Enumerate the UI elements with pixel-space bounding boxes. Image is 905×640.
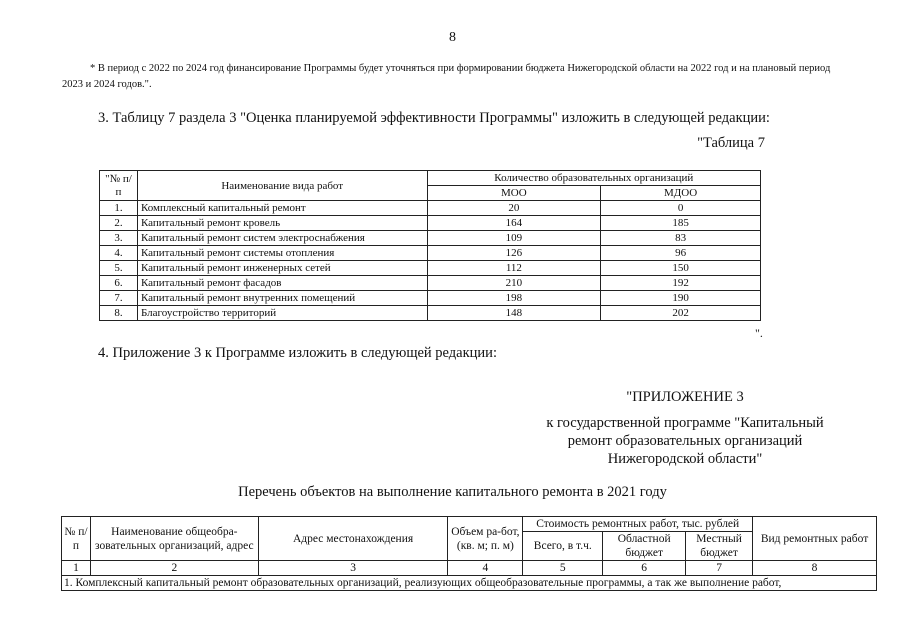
obj-header-num: № п/п [62,517,91,561]
t7-cell-mdoo: 190 [601,291,761,306]
t7-cell-num: 1. [100,201,138,216]
objects-list-title: Перечень объектов на выполнение капитального ремонта в 2021 году [238,484,667,500]
t7-cell-num: 8. [100,306,138,321]
table-row [100,201,761,216]
t7-cell-num: 2. [100,216,138,231]
t7-cell-name: Благоустройство территорий [137,306,427,321]
t7-header-num: "№ п/п [100,171,138,201]
obj-header-name: Наименование общеобра-зовательных организаций, адрес [90,517,258,561]
obj-col-number: 4 [448,561,523,576]
obj-header-volume: Объем ра-бот, (кв. м; п. м) [448,517,523,561]
t7-cell-num: 7. [100,291,138,306]
table7-label: "Таблица 7 [697,135,765,151]
table-row [100,291,761,306]
obj-header-address: Адрес местонахождения [258,517,448,561]
t7-cell-num: 5. [100,261,138,276]
table-row [100,231,761,246]
table-row [100,246,761,261]
t7-header-name: Наименование вида работ [137,171,427,201]
table-row [100,276,761,291]
obj-col-number: 6 [603,561,686,576]
column-number-row [62,561,877,576]
obj-header-cost: Стоимость ремонтных работ, тыс. рублей [523,517,753,532]
obj-col-number: 5 [523,561,603,576]
t7-cell-mdoo: 96 [601,246,761,261]
t7-cell-num: 3. [100,231,138,246]
section-row [62,576,877,591]
t7-cell-moo: 198 [427,291,601,306]
t7-header-mdoo: МДОО [601,186,761,201]
paragraph-3: 3. Таблицу 7 раздела 3 "Оценка планируемой эффективности Программы" изложить в следующей редакции: [98,110,770,126]
t7-cell-moo: 210 [427,276,601,291]
table-row [100,261,761,276]
obj-header-regional: Областной бюджет [603,532,686,561]
t7-cell-name: Капитальный ремонт внутренних помещений [137,291,427,306]
t7-cell-mdoo: 150 [601,261,761,276]
t7-cell-moo: 109 [427,231,601,246]
t7-cell-moo: 148 [427,306,601,321]
appendix-title: "ПРИЛОЖЕНИЕ 3 [626,389,744,405]
obj-header-kind: Вид ремонтных работ [753,517,877,561]
obj-header-total: Всего, в т.ч. [523,532,603,561]
t7-cell-mdoo: 192 [601,276,761,291]
t7-header-moo: МОО [427,186,601,201]
table7-closing-quote: ". [755,326,763,340]
t7-cell-name: Капитальный ремонт фасадов [137,276,427,291]
appendix-body: к государственной программе "Капитальный ремонт образовательных организаций Нижегородской области" [546,415,824,467]
t7-cell-name: Капитальный ремонт системы отопления [137,246,427,261]
t7-cell-moo: 126 [427,246,601,261]
obj-col-number: 7 [686,561,753,576]
obj-col-number: 1 [62,561,91,576]
t7-cell-num: 6. [100,276,138,291]
table-row [100,306,761,321]
t7-cell-name: Комплексный капитальный ремонт [137,201,427,216]
t7-cell-name: Капитальный ремонт инженерных сетей [137,261,427,276]
obj-col-number: 2 [90,561,258,576]
table-7 [99,170,761,321]
obj-col-number: 3 [258,561,448,576]
t7-cell-name: Капитальный ремонт систем электроснабжения [137,231,427,246]
page-number: 8 [449,30,456,45]
obj-col-number: 8 [753,561,877,576]
table-row [100,216,761,231]
obj-section-heading: 1. Комплексный капитальный ремонт образовательных организаций, реализующих общеобразовательные программы, а так же выполнение работ, [62,576,877,591]
objects-table [61,516,877,591]
t7-cell-moo: 164 [427,216,601,231]
t7-cell-moo: 112 [427,261,601,276]
t7-cell-num: 4. [100,246,138,261]
t7-cell-mdoo: 185 [601,216,761,231]
t7-cell-mdoo: 0 [601,201,761,216]
t7-cell-mdoo: 202 [601,306,761,321]
t7-cell-moo: 20 [427,201,601,216]
t7-cell-mdoo: 83 [601,231,761,246]
t7-cell-name: Капитальный ремонт кровель [137,216,427,231]
paragraph-4: 4. Приложение 3 к Программе изложить в следующей редакции: [98,345,497,361]
footnote: * В период с 2022 по 2024 год финансирование Программы будет уточняться при формировании бюджета Нижегородской области на 2022 год и на плановый период 2023 и 2024 годов.". [62,63,831,90]
obj-header-local: Местный бюджет [686,532,753,561]
t7-header-group: Количество образовательных организаций [427,171,760,186]
